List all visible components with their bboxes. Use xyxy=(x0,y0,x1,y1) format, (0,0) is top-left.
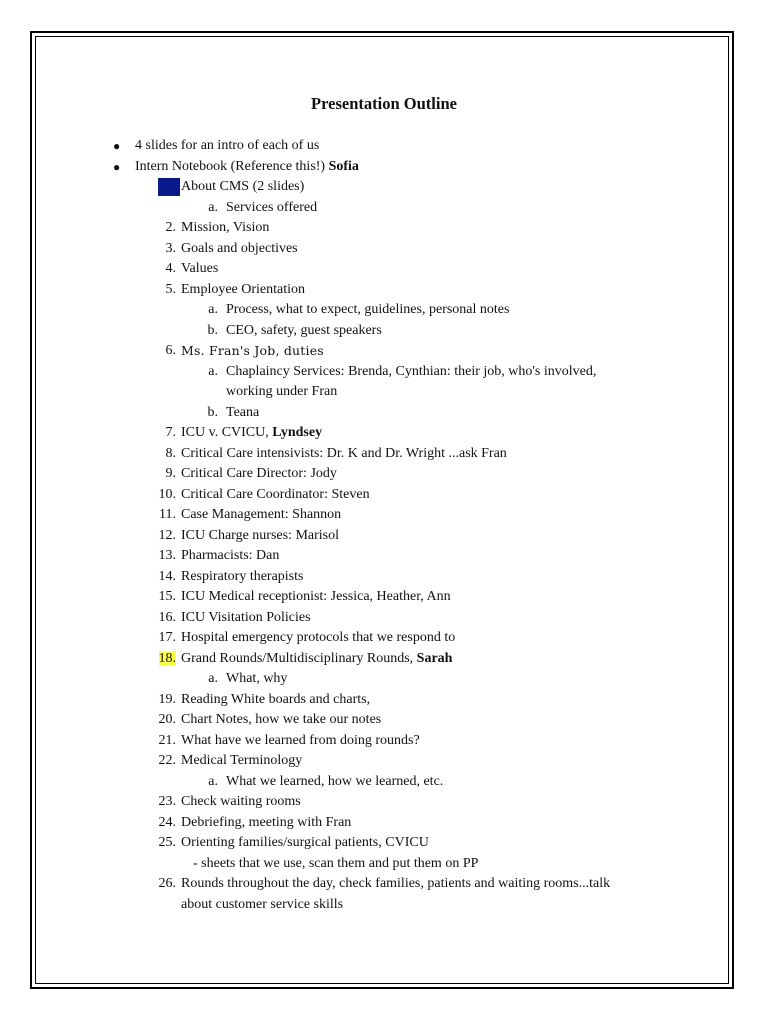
list-item-number: 3. xyxy=(165,240,176,256)
sub-item-letter: b. xyxy=(207,404,218,420)
list-item-number: 24. xyxy=(158,814,176,830)
sub-item-text: Teana xyxy=(226,404,260,420)
list-item-text: ICU Visitation Policies xyxy=(181,609,311,625)
list-item-number: 5. xyxy=(165,281,176,297)
sub-item-letter: b. xyxy=(207,322,218,338)
list-item-text: Check waiting rooms xyxy=(181,794,301,809)
list-item-number: 9. xyxy=(165,466,176,481)
list-item-number: 6. xyxy=(165,343,176,358)
sub-item-text: CEO, safety, guest speakers xyxy=(226,322,382,338)
list-item-text: Chart Notes, how we take our notes xyxy=(181,712,382,727)
list-item-number: 23. xyxy=(158,794,176,809)
sub-item-text: What we learned, how we learned, etc. xyxy=(226,773,444,789)
bullet-text xyxy=(135,157,359,177)
list-item-number: 2. xyxy=(165,220,176,235)
sub-item-letter: a. xyxy=(208,199,218,215)
list-item-text: Orienting families/surgical patients, CVICU xyxy=(181,835,429,850)
sub-item-text: Services offered xyxy=(226,199,318,215)
list-item-text: Goals and objectives xyxy=(181,240,298,256)
presenter-name: Sarah xyxy=(416,650,453,666)
bullet-text-plain: Intern Notebook (Reference this!) xyxy=(135,158,329,174)
list-item-text: Ms. Fran's Job, duties xyxy=(181,343,324,358)
list-item-text: Rounds throughout the day, check families, patients and waiting rooms...talk xyxy=(181,876,611,891)
list-item-number: 16. xyxy=(158,609,176,625)
sub-item-letter: a. xyxy=(208,773,218,789)
list-item-number: 14. xyxy=(158,568,176,584)
list-item-number: 17. xyxy=(158,630,176,645)
list-item-text: What have we learned from doing rounds? xyxy=(181,732,420,748)
list-item-text-continued: about customer service skills xyxy=(181,896,344,912)
list-item-text: Values xyxy=(181,261,219,276)
sub-item-text: Chaplaincy Services: Brenda, Cynthian: their job, who's involved, xyxy=(226,363,597,379)
list-item-text: About CMS (2 slides) xyxy=(181,179,305,194)
highlighted-number: 18. xyxy=(158,650,176,666)
sub-item-letter: a. xyxy=(208,363,218,379)
list-item-number: 19. xyxy=(158,691,176,707)
list-item-text: Critical Care Director: Jody xyxy=(181,466,337,481)
list-item-number: 12. xyxy=(158,527,176,543)
bullet-dot-icon: ● xyxy=(113,139,121,153)
list-item-number: 15. xyxy=(158,589,176,604)
bullet-dot-icon: ● xyxy=(113,159,121,174)
list-item-text: Employee Orientation xyxy=(181,281,306,297)
list-item-number: 26. xyxy=(158,876,176,891)
list-item-text: Debriefing, meeting with Fran xyxy=(181,814,352,830)
list-item-number: 4. xyxy=(165,261,176,276)
sub-item-text: What, why xyxy=(226,671,288,686)
list-item-number: 25. xyxy=(158,835,176,850)
list-marker-highlight xyxy=(158,178,180,196)
list-item-text-plain: Grand Rounds/Multidisciplinary Rounds, xyxy=(181,650,417,666)
presenter-name: Sofia xyxy=(328,158,359,174)
list-item-text: Critical Care Coordinator: Steven xyxy=(181,486,370,502)
bullet-text: 4 slides for an intro of each of us xyxy=(135,138,320,153)
page-title: Presentation Outline xyxy=(311,94,457,113)
list-item-number: 10. xyxy=(158,486,176,502)
list-item-number: 20. xyxy=(158,712,176,727)
list-item-text: Medical Terminology xyxy=(181,753,303,768)
presenter-name: Lyndsey xyxy=(272,425,323,440)
list-item-text: Pharmacists: Dan xyxy=(181,548,280,563)
list-item-number: 22. xyxy=(158,753,176,768)
list-item-number: 13. xyxy=(158,548,176,563)
list-item-text-plain: ICU v. CVICU, xyxy=(181,425,273,440)
sub-item-text: Process, what to expect, guidelines, personal notes xyxy=(226,302,510,317)
list-item-number: 21. xyxy=(158,732,176,748)
list-item-text xyxy=(181,423,322,443)
list-item-text: Reading White boards and charts, xyxy=(181,691,371,707)
list-item-number: 11. xyxy=(159,507,176,522)
list-item-text: Respiratory therapists xyxy=(181,568,304,584)
list-item-number: 8. xyxy=(165,445,176,461)
list-item-text: Critical Care intensivists: Dr. K and Dr. Wright ...ask Fran xyxy=(181,445,507,461)
list-item-text: Mission, Vision xyxy=(181,220,270,235)
list-item-text xyxy=(181,649,452,669)
list-item-text: Case Management: Shannon xyxy=(181,507,342,522)
list-item-text: Hospital emergency protocols that we respond to xyxy=(181,630,456,645)
list-item-text: ICU Charge nurses: Marisol xyxy=(181,527,339,543)
list-item-text-continued: - sheets that we use, scan them and put them on PP xyxy=(193,855,479,871)
list-item-text: ICU Medical receptionist: Jessica, Heather, Ann xyxy=(181,589,451,604)
sub-item-letter: a. xyxy=(208,671,218,686)
list-item-number xyxy=(140,649,180,669)
list-item-number: 7. xyxy=(165,425,176,440)
sub-item-letter: a. xyxy=(208,302,218,317)
sub-item-text-continued: working under Fran xyxy=(226,384,338,399)
